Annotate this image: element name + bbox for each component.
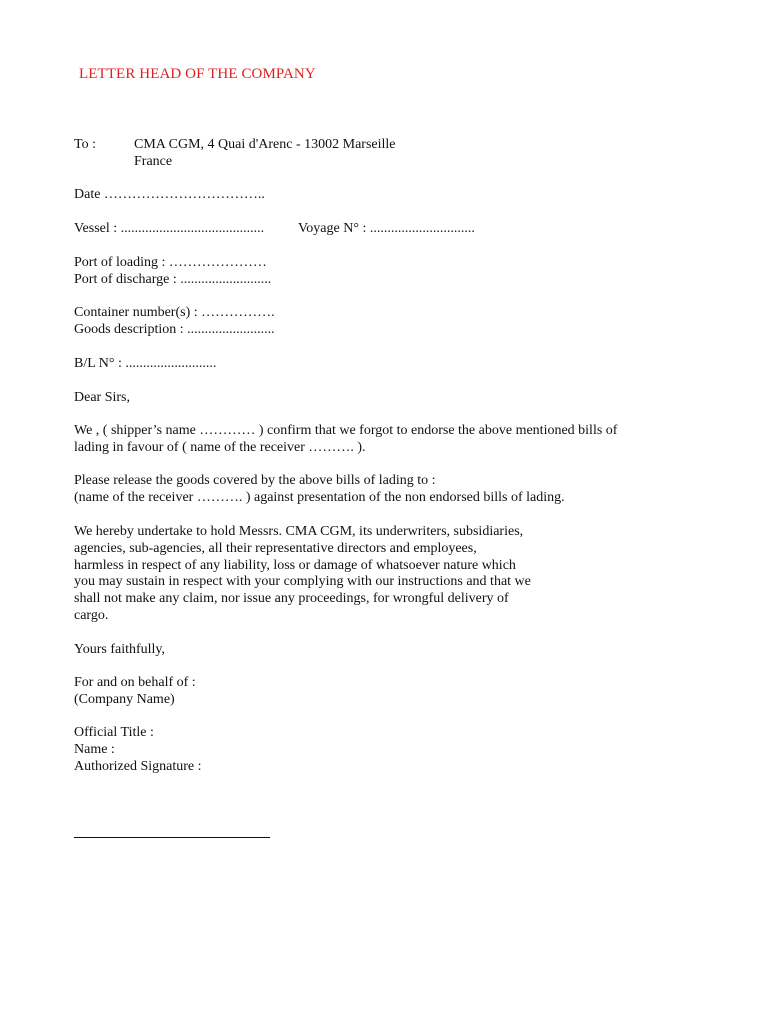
paragraph-2-line-1: Please release the goods covered by the above bills of lading to :: [74, 473, 436, 488]
letterhead-title: LETTER HEAD OF THE COMPANY: [79, 66, 316, 82]
official-title-label: Official Title :: [74, 725, 154, 740]
container-numbers-field: Container number(s) : …………….: [74, 305, 275, 320]
salutation: Dear Sirs,: [74, 390, 130, 405]
to-address-line2: France: [134, 154, 173, 169]
voyage-field: Voyage N° : ..............................: [298, 221, 475, 236]
authorized-signature-label: Authorized Signature :: [74, 759, 202, 774]
paragraph-3-line-4: you may sustain in respect with your complying with our instructions and that we: [74, 574, 531, 589]
paragraph-3-line-2: agencies, sub-agencies, all their representative directors and employees,: [74, 541, 477, 556]
port-of-loading-field: Port of loading : …………………: [74, 255, 267, 270]
paragraph-1-line-2: lading in favour of ( name of the receiver ………. ).: [74, 440, 366, 455]
to-address-line1: CMA CGM, 4 Quai d'Arenc - 13002 Marseille: [134, 137, 396, 152]
paragraph-3-line-3: harmless in respect of any liability, loss or damage of whatsoever nature which: [74, 558, 516, 573]
bl-number-field: B/L N° : ..........................: [74, 356, 217, 371]
vessel-field: Vessel : .........................................: [74, 221, 265, 236]
date-field: Date ……………………………..: [74, 187, 265, 202]
goods-description-field: Goods description : .........................: [74, 322, 275, 337]
on-behalf-label: For and on behalf of :: [74, 675, 196, 690]
paragraph-3-line-1: We hereby undertake to hold Messrs. CMA CGM, its underwriters, subsidiaries,: [74, 524, 524, 539]
company-name-placeholder: (Company Name): [74, 692, 175, 707]
name-label: Name :: [74, 742, 115, 757]
signature-line: [74, 837, 270, 838]
paragraph-1-line-1: We , ( shipper’s name ………… ) confirm that we forgot to endorse the above mentioned bills of: [74, 423, 618, 438]
paragraph-3-line-6: cargo.: [74, 608, 109, 623]
paragraph-3-line-5: shall not make any claim, nor issue any proceedings, for wrongful delivery of: [74, 591, 509, 606]
closing: Yours faithfully,: [74, 642, 166, 657]
to-label: To :: [74, 137, 96, 152]
port-of-discharge-field: Port of discharge : ..........................: [74, 272, 272, 287]
paragraph-2-line-2: (name of the receiver ………. ) against presentation of the non endorsed bills of lading.: [74, 490, 565, 505]
